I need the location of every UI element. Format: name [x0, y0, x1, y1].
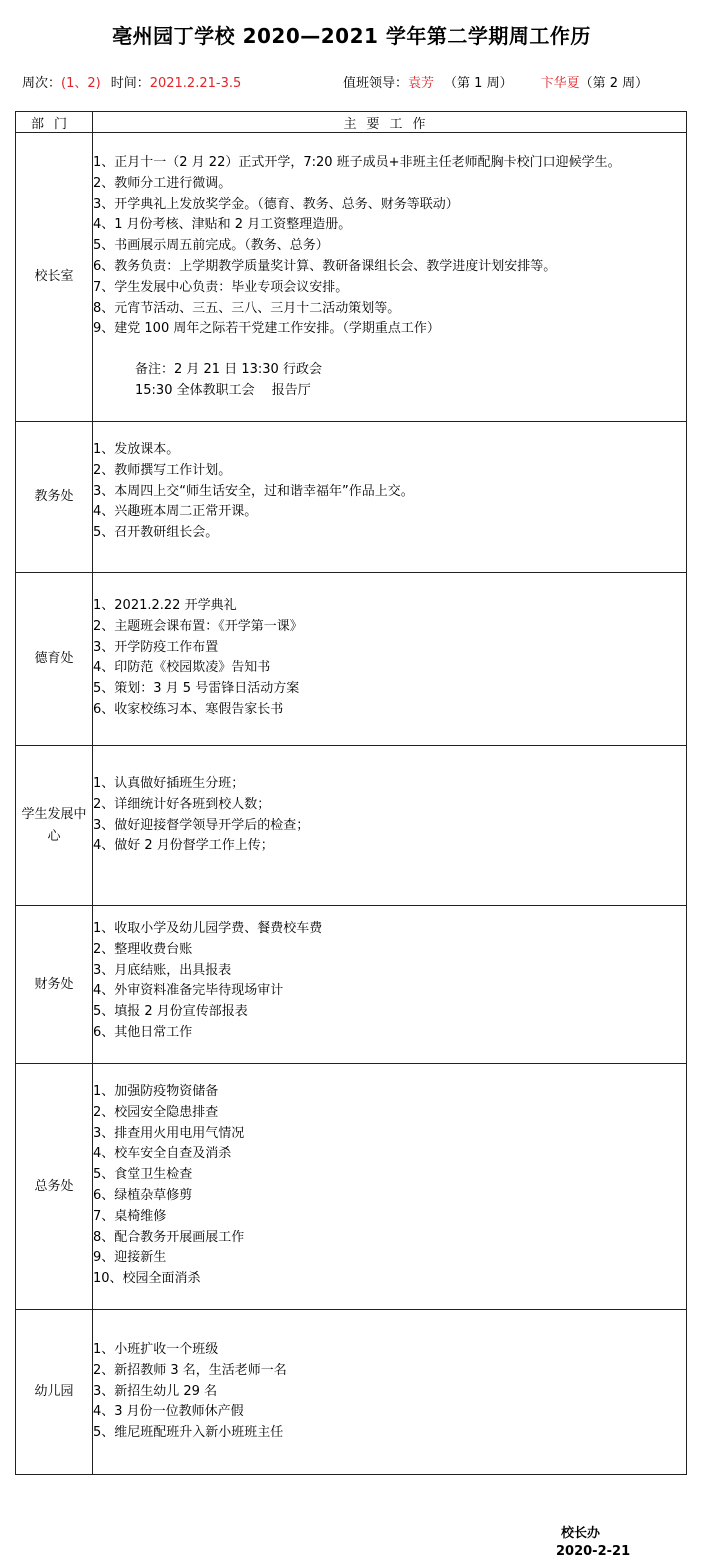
work-item: 9、建党 100 周年之际若干党建工作安排。（学期重点工作） — [93, 321, 440, 337]
work-cell — [93, 573, 687, 746]
work-item: 1、加强防疫物资储备 — [93, 1084, 219, 1099]
week-info — [22, 72, 241, 91]
work-item: 1、发放课本。 — [93, 442, 180, 457]
notes-block — [93, 359, 686, 401]
work-item: 1、收取小学及幼儿园学费、餐费校车费 — [93, 921, 323, 936]
work-item: 1、小班扩收一个班级 — [93, 1342, 219, 1357]
work-item: 1、正月十一（2 月 22）正式开学，7:20 班子成员+非班主任老师配胸卡校门口迎候学生。 — [93, 155, 621, 170]
work-item: 4、校车安全自查及消杀 — [93, 1146, 232, 1162]
work-item: 5、食堂卫生检查 — [93, 1167, 193, 1183]
work-item: 3、排查用火用电用气情况 — [93, 1125, 245, 1141]
leader-label: 值班领导： — [343, 76, 409, 91]
work-item: 2、整理收费台账 — [93, 941, 193, 957]
work-item: 9、迎接新生 — [93, 1250, 167, 1266]
note-line: 15:30 全体教职工会 报告厅 — [135, 383, 311, 399]
page-title: 亳州园丁学校 2020—2021 学年第二学期周工作历 — [112, 24, 591, 48]
work-item: 5、召开教研组长会。 — [93, 525, 219, 541]
week-value: (1、2) — [61, 76, 101, 91]
work-cell — [93, 133, 687, 422]
department-cell: 幼儿园 — [16, 1310, 93, 1475]
work-item: 3、开学典礼上发放奖学金。（德育、教务、总务、财务等联动） — [93, 196, 459, 212]
work-item: 5、书画展示周五前完成。（教务、总务） — [93, 238, 329, 254]
work-item: 2、详细统计好各班到校人数； — [93, 796, 271, 812]
work-item: 7、桌椅维修 — [93, 1208, 167, 1224]
work-item: 4、兴趣班本周二正常开课。 — [93, 504, 258, 520]
work-item: 5、维尼班配班升入新小班班主任 — [93, 1425, 284, 1441]
row-moral-education — [16, 573, 687, 746]
issue-date: 2020-2-21 — [556, 1544, 631, 1559]
row-general-affairs — [16, 1064, 687, 1310]
duty-leaders — [343, 72, 648, 91]
week-1-note: （第 1 周） — [444, 76, 513, 91]
work-item: 1、认真做好插班生分班； — [93, 776, 245, 791]
note-line: 备注：2 月 21 日 13:30 行政会 — [135, 362, 322, 378]
work-item: 4、1 月份考核、津贴和 2 月工资整理造册。 — [93, 217, 352, 233]
work-item: 4、印防范《校园欺凌》告知书 — [93, 660, 271, 676]
work-cell — [93, 746, 687, 906]
work-cell — [93, 906, 687, 1064]
leader-2: 卞华夏 — [540, 76, 580, 91]
work-item: 3、月底结账，出具报表 — [93, 962, 232, 978]
work-item: 2、主题班会课布置：《开学第一课》 — [93, 618, 303, 634]
work-item: 2、校园安全隐患排查 — [93, 1104, 219, 1120]
work-item: 3、开学防疫工作布置 — [93, 639, 219, 655]
work-item: 10、校园全面消杀 — [93, 1271, 201, 1287]
work-item: 3、做好迎接督学领导开学后的检查； — [93, 817, 310, 833]
work-item: 5、填报 2 月份宣传部报表 — [93, 1004, 248, 1020]
work-item: 8、配合教务开展画展工作 — [93, 1229, 245, 1245]
work-item: 6、教务负责：上学期教学质量奖计算、教研备课组长会、教学进度计划安排等。 — [93, 258, 557, 274]
department-cell: 总务处 — [16, 1064, 93, 1310]
work-item: 6、绿植杂草修剪 — [93, 1187, 193, 1203]
work-cell — [93, 1064, 687, 1310]
work-cell — [93, 1310, 687, 1475]
work-item: 3、本周四上交“师生话安全，过和谐幸福年”作品上交。 — [93, 483, 414, 499]
header-department: 部门 — [16, 112, 93, 133]
department-cell: 教务处 — [16, 422, 93, 573]
department-cell: 校长室 — [16, 133, 93, 422]
row-academic-affairs — [16, 422, 687, 573]
work-item: 5、策划：3 月 5 号雷锋日活动方案 — [93, 681, 300, 697]
work-cell — [93, 422, 687, 573]
department-cell: 德育处 — [16, 573, 93, 746]
work-item: 4、做好 2 月份督学工作上传； — [93, 838, 274, 854]
row-student-development — [16, 746, 687, 906]
work-item: 2、教师分工进行微调。 — [93, 175, 232, 191]
work-item: 6、其他日常工作 — [93, 1024, 193, 1040]
department-cell: 财务处 — [16, 906, 93, 1064]
week-2-note: （第 2 周） — [579, 76, 649, 91]
department-cell: 学生发展中心 — [16, 746, 93, 906]
week-label: 周次： — [22, 76, 62, 91]
time-value: 2021.2.21-3.5 — [149, 76, 242, 91]
work-item: 4、3 月份一位教师休产假 — [93, 1404, 244, 1420]
time-label: 时间： — [110, 76, 150, 91]
row-finance — [16, 906, 687, 1064]
header-main-work: 主要工作 — [93, 112, 687, 133]
work-item: 6、收家校练习本、寒假告家长书 — [93, 701, 284, 717]
row-principal-office — [16, 133, 687, 422]
work-item: 2、教师撰写工作计划。 — [93, 462, 232, 478]
work-item: 2、新招教师 3 名，生活老师一名 — [93, 1362, 287, 1378]
leader-1: 袁芳 — [408, 76, 435, 91]
work-item: 8、元宵节活动、三五、三八、三月十二活动策划等。 — [93, 300, 401, 316]
work-item: 1、2021.2.22 开学典礼 — [93, 598, 237, 613]
table-header-row — [16, 112, 687, 133]
weekly-calendar-table — [15, 111, 687, 1475]
row-kindergarten — [16, 1310, 687, 1475]
issuing-office: 校长办 — [561, 1526, 601, 1541]
work-item: 4、外审资料准备完毕待现场审计 — [93, 983, 284, 999]
work-item: 7、学生发展中心负责：毕业专项会议安排。 — [93, 279, 349, 295]
work-item: 3、新招生幼儿 29 名 — [93, 1383, 218, 1399]
